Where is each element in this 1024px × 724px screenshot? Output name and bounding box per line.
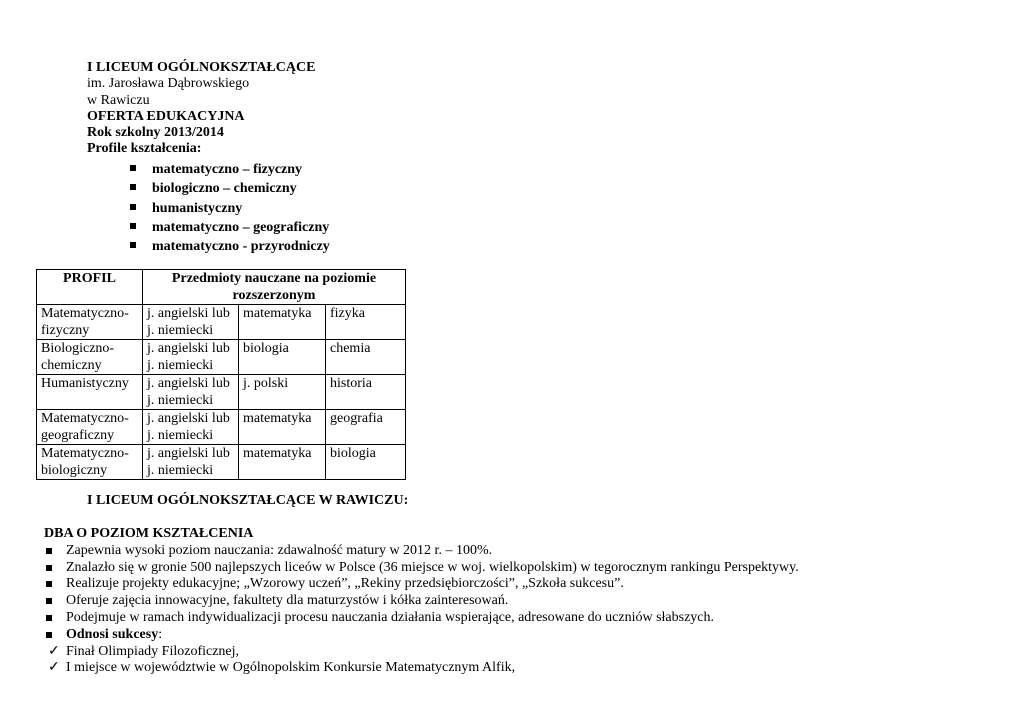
list-item: biologiczno – chemiczny xyxy=(130,179,330,198)
quality-section xyxy=(44,526,799,677)
profiles-list xyxy=(130,160,330,256)
cell-profile: Matematyczno-fizyczny xyxy=(37,305,143,340)
section-title: I LICEUM OGÓLNOKSZTAŁCĄCE W RAWICZU: xyxy=(87,493,409,508)
checkmark-icon: ✓ xyxy=(48,660,60,676)
school-year: Rok szkolny 2013/2014 xyxy=(87,125,224,141)
list-item: matematyczno – geograficzny xyxy=(130,218,330,237)
school-city: w Rawiczu xyxy=(87,92,150,108)
success-label: Odnosi sukcesy xyxy=(66,626,159,642)
table-row xyxy=(37,340,406,375)
school-patron: im. Jarosława Dąbrowskiego xyxy=(87,76,250,92)
list-item: humanistyczny xyxy=(130,199,330,218)
square-bullet-icon xyxy=(130,223,136,229)
table-row xyxy=(37,410,406,445)
cell-language: j. angielski lub j. niemiecki xyxy=(143,340,239,375)
table-row xyxy=(37,305,406,340)
cell-profile: Biologiczno-chemiczny xyxy=(37,340,143,375)
square-bullet-icon xyxy=(130,165,136,171)
table-row xyxy=(37,445,406,480)
cell-subject-1: biologia xyxy=(239,340,326,375)
cell-subject-2: historia xyxy=(326,375,406,410)
cell-profile: Humanistyczny xyxy=(37,375,143,410)
column-header-subjects: Przedmioty nauczane na poziomie rozszerzonym xyxy=(143,270,406,305)
square-bullet-icon xyxy=(46,598,52,604)
profiles-heading: Profile kształcenia: xyxy=(87,141,202,157)
cell-profile: Matematyczno-biologiczny xyxy=(37,445,143,480)
list-item: Realizuje projekty edukacyjne; „Wzorowy uczeń”, „Rekiny przedsiębiorczości”, „Szkoła sukcesu”. xyxy=(44,576,799,593)
table-header-row xyxy=(37,270,406,305)
cell-profile: Matematyczno-geograficzny xyxy=(37,410,143,445)
list-item: Odnosi sukcesy: xyxy=(44,627,799,644)
list-item: Znalazło się w gronie 500 najlepszych liceów w Polsce (36 miejsce w woj. wielkopolskim) w tegorocznym rankingu Perspektywy. xyxy=(44,560,799,577)
checkmark-icon: ✓ xyxy=(48,643,60,659)
profiles-table xyxy=(36,269,406,480)
cell-subject-1: matematyka xyxy=(239,410,326,445)
cell-subject-2: biologia xyxy=(326,445,406,480)
list-item: Zapewnia wysoki poziom nauczania: zdawalność matury w 2012 r. – 100%. xyxy=(44,543,799,560)
school-name: I LICEUM OGÓLNOKSZTAŁCĄCE xyxy=(87,60,316,75)
list-item: Oferuje zajęcia innowacyjne, fakultety dla maturzystów i kółka zainteresowań. xyxy=(44,593,799,610)
column-header-profile: PROFIL xyxy=(37,270,143,305)
square-bullet-icon xyxy=(46,632,52,638)
square-bullet-icon xyxy=(130,204,136,210)
cell-language: j. angielski lub j. niemiecki xyxy=(143,375,239,410)
document-header xyxy=(87,60,315,158)
section-subtitle: DBA O POZIOM KSZTAŁCENIA xyxy=(44,526,254,541)
list-item: matematyczno – fizyczny xyxy=(130,160,330,179)
cell-subject-2: chemia xyxy=(326,340,406,375)
list-item: ✓ I miejsce w województwie w Ogólnopolskim Konkursie Matematycznym Alfik, xyxy=(48,660,516,676)
cell-subject-2: geografia xyxy=(326,410,406,445)
offer-title: OFERTA EDUKACYJNA xyxy=(87,108,245,124)
list-item: Podejmuje w ramach indywidualizacji procesu nauczania działania wspierające, adresowane do uczniów słabszych. xyxy=(44,610,799,627)
square-bullet-icon xyxy=(46,548,52,554)
cell-subject-2: fizyka xyxy=(326,305,406,340)
square-bullet-icon xyxy=(46,565,52,571)
cell-language: j. angielski lub j. niemiecki xyxy=(143,305,239,340)
cell-subject-1: j. polski xyxy=(239,375,326,410)
square-bullet-icon xyxy=(130,242,136,248)
table-row xyxy=(37,375,406,410)
list-item: matematyczno - przyrodniczy xyxy=(130,237,330,256)
cell-language: j. angielski lub j. niemiecki xyxy=(143,410,239,445)
cell-language: j. angielski lub j. niemiecki xyxy=(143,445,239,480)
cell-subject-1: matematyka xyxy=(239,445,326,480)
square-bullet-icon xyxy=(130,184,136,190)
cell-subject-1: matematyka xyxy=(239,305,326,340)
square-bullet-icon xyxy=(46,581,52,587)
list-item: ✓ Finał Olimpiady Filozoficznej, xyxy=(48,643,240,659)
square-bullet-icon xyxy=(46,615,52,621)
